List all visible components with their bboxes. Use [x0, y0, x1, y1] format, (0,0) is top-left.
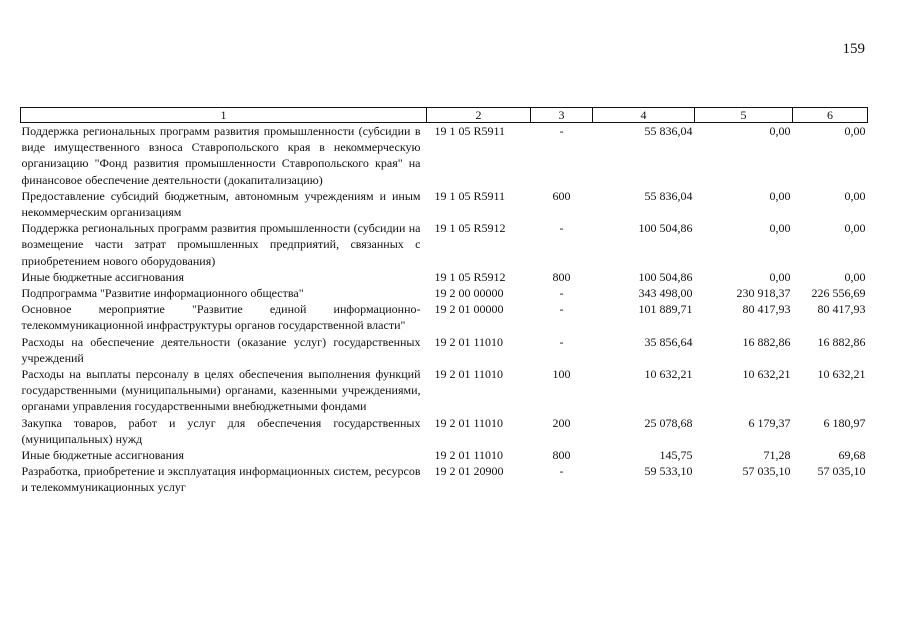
- row-code: 19 2 00 00000: [434, 286, 504, 301]
- budget-table: [20, 107, 868, 496]
- row-name: Иные бюджетные ассигнования: [21, 269, 184, 284]
- row-value-6: 226 556,69: [811, 286, 866, 301]
- table-row: [21, 188, 868, 220]
- row-name: Иные бюджетные ассигнования: [21, 448, 184, 463]
- row-name: Разработка, приобретение и эксплуатация информационных систем, ресурсов и телекоммуникационных услуг: [21, 464, 421, 495]
- row-value-6: 16 882,86: [817, 334, 866, 349]
- row-value-5: 6 179,37: [748, 415, 791, 430]
- row-value-4: 35 856,64: [644, 334, 693, 349]
- row-value-6: 0,00: [844, 124, 866, 138]
- row-value-6: 69,68: [838, 448, 866, 463]
- row-value-6: 0,00: [844, 221, 866, 236]
- row-value-4: 55 836,04: [644, 124, 693, 138]
- table-row: [21, 415, 868, 447]
- row-value-4: 55 836,04: [644, 188, 693, 203]
- row-value-4: 10 632,21: [644, 367, 693, 382]
- row-vr: -: [559, 221, 564, 236]
- row-value-6: 0,00: [844, 188, 866, 203]
- table-row: [21, 334, 868, 366]
- table-row: [21, 123, 868, 188]
- row-value-4: 25 078,68: [644, 415, 693, 430]
- row-value-4: 343 498,00: [638, 286, 693, 301]
- row-value-5: 80 417,93: [742, 302, 791, 317]
- row-value-6: 10 632,21: [817, 367, 866, 382]
- row-name: Поддержка региональных программ развития промышленности (субсидии в виде имущественного взноса Ставропольского края в некоммерческую организацию "Фонд развития промышленности Ставропольского края" на финансовое обеспечение деятельности (докапитализацию): [21, 124, 421, 187]
- row-code: 19 1 05 R5912: [434, 221, 506, 236]
- row-vr: 800: [552, 448, 571, 463]
- row-vr: -: [559, 286, 564, 301]
- row-code: 19 2 01 11010: [434, 448, 504, 463]
- header-col-4: 4: [593, 108, 695, 123]
- row-name: Расходы на выплаты персоналу в целях обеспечения выполнения функций государственными (муниципальными) органами, казенными учреждениями, органами управления государственными внебюджетными фондами: [21, 367, 421, 414]
- row-vr: 200: [552, 415, 571, 430]
- row-value-6: 0,00: [844, 269, 866, 284]
- row-name: Основное мероприятие "Развитие единой информационно-телекоммуникационной инфраструктуры органов государственной власти": [21, 302, 421, 333]
- table-row: [21, 269, 868, 285]
- row-code: 19 2 01 00000: [434, 302, 504, 317]
- row-value-5: 0,00: [769, 269, 791, 284]
- row-value-5: 10 632,21: [742, 367, 791, 382]
- row-code: 19 1 05 R5911: [434, 124, 506, 138]
- row-vr: -: [559, 334, 564, 349]
- row-vr: -: [559, 302, 564, 317]
- row-name: Расходы на обеспечение деятельности (оказание услуг) государственных учреждений: [21, 334, 421, 365]
- table-row: [21, 301, 868, 333]
- row-vr: -: [559, 464, 564, 479]
- row-code: 19 1 05 R5911: [434, 188, 506, 203]
- page-number: 159: [842, 41, 865, 57]
- row-vr: 600: [552, 188, 571, 203]
- row-code: 19 2 01 11010: [434, 367, 504, 382]
- row-value-5: 0,00: [769, 124, 791, 138]
- header-col-6: 6: [793, 108, 868, 123]
- row-name: Поддержка региональных программ развития промышленности (субсидии на возмещение части затрат промышленных предприятий, связанных с приобретением нового оборудования): [21, 221, 421, 268]
- row-name: Подпрограмма "Развитие информационного общества": [21, 286, 304, 301]
- row-value-4: 100 504,86: [638, 221, 693, 236]
- row-value-5: 0,00: [769, 188, 791, 203]
- row-vr: -: [559, 124, 564, 138]
- row-code: 19 2 01 20900: [434, 464, 504, 479]
- header-col-2: 2: [427, 108, 531, 123]
- row-value-6: 80 417,93: [817, 302, 866, 317]
- row-value-5: 71,28: [763, 448, 791, 463]
- row-value-5: 57 035,10: [742, 464, 791, 479]
- row-vr: 100: [552, 367, 571, 382]
- row-vr: 800: [552, 269, 571, 284]
- header-col-5: 5: [695, 108, 793, 123]
- table-row: [21, 366, 868, 415]
- table-row: [21, 285, 868, 301]
- row-value-6: 6 180,97: [823, 415, 866, 430]
- row-value-4: 59 533,10: [644, 464, 693, 479]
- row-value-5: 230 918,37: [736, 286, 791, 301]
- row-value-5: 0,00: [769, 221, 791, 236]
- table-row: [21, 463, 868, 495]
- row-value-4: 100 504,86: [638, 269, 693, 284]
- row-name: Предоставление субсидий бюджетным, автономным учреждениям и иным некоммерческим организациям: [21, 188, 421, 220]
- row-value-4: 145,75: [659, 448, 693, 463]
- header-row: [21, 108, 868, 123]
- row-value-6: 57 035,10: [817, 464, 866, 479]
- row-code: 19 1 05 R5912: [434, 269, 506, 284]
- header-col-1: 1: [21, 108, 427, 123]
- table-row: [21, 447, 868, 463]
- row-value-4: 101 889,71: [638, 302, 693, 317]
- row-value-5: 16 882,86: [742, 334, 791, 349]
- row-code: 19 2 01 11010: [434, 415, 504, 430]
- row-code: 19 2 01 11010: [434, 334, 504, 349]
- header-col-3: 3: [531, 108, 593, 123]
- row-name: Закупка товаров, работ и услуг для обеспечения государственных (муниципальных) нужд: [21, 415, 421, 446]
- table-row: [21, 220, 868, 269]
